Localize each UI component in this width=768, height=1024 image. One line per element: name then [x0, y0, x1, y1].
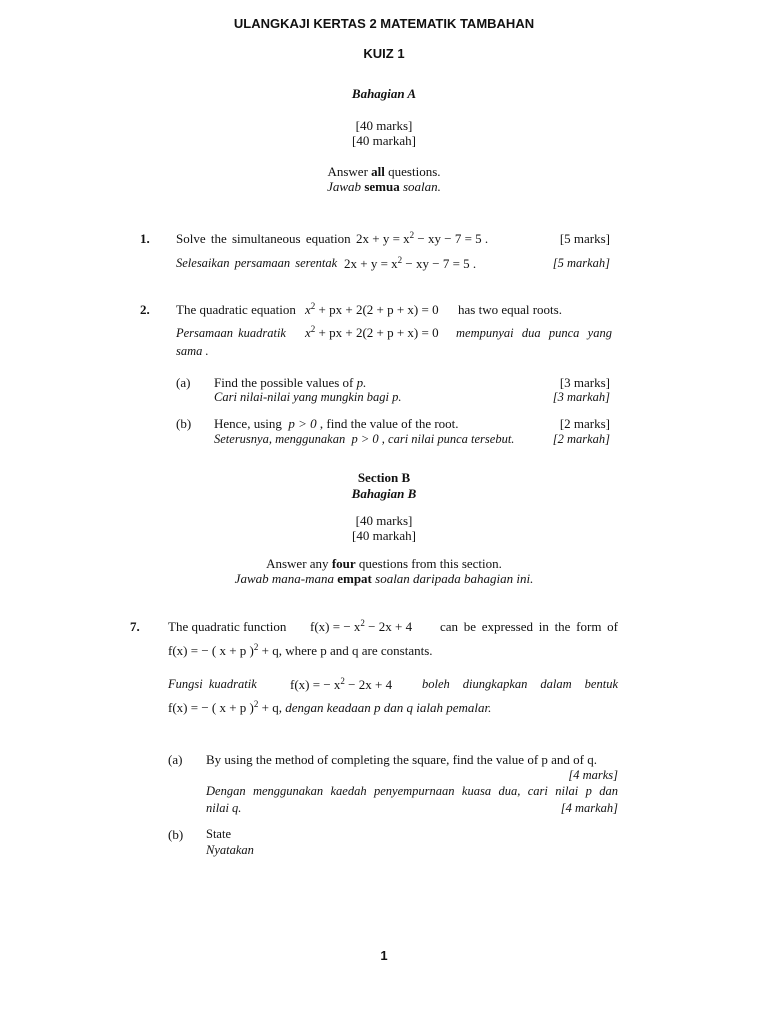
question-2a-marks-en: [3 marks] [559, 375, 610, 390]
question-1-marks-en: [5 marks] [559, 231, 610, 246]
question-1-equation-en: $2x + y = x^2$ − xy − 7 = 5 . [356, 230, 489, 246]
section-b-marks-en: [40 marks] [355, 513, 413, 528]
question-7b-label: (b) [168, 827, 184, 842]
question-2-equation-ms: $x^2$ + px + 2(2 + p + x) = 0 [305, 324, 439, 340]
section-a-instruction-ms: Jawab semua soalan. [327, 179, 441, 194]
section-b-instruction-ms: Jawab mana-mana empat soalan daripada bahagian ini. [234, 571, 534, 586]
question-2b-text-en: Hence, using p > 0 , find the value of the root. [214, 416, 459, 431]
question-2-text-en-post: has two equal roots. [458, 302, 562, 317]
question-2a-text-ms: Cari nilai-nilai yang mungkin bagi p. [214, 390, 402, 404]
question-7a-text-ms-line2: nilai q. [206, 801, 242, 815]
section-a-instruction-en: Answer all questions. [327, 164, 441, 179]
question-7b-text-en: State [206, 827, 231, 841]
question-2a-label: (a) [176, 375, 191, 390]
question-2-equation-en: $x^2$ + px + 2(2 + p + x) = 0 [305, 301, 439, 317]
question-7a-text-en: By using the method of completing the square, find the value of p and of q. [206, 752, 597, 767]
section-b-marks-ms: [40 markah] [352, 528, 416, 543]
question-7-text-ms: Fungsi kuadratik [168, 677, 257, 691]
question-2-text-ms-line2: sama . [176, 344, 209, 358]
question-2-text-ms: Persamaan kuadratik [176, 326, 286, 340]
question-2b-marks-ms: [2 markah] [552, 432, 610, 446]
question-7a-label: (a) [168, 752, 183, 767]
question-number: 7. [130, 619, 140, 634]
section-b-name: Bahagian B [351, 486, 417, 501]
document-title: ULANGKAJI KERTAS 2 MATEMATIK TAMBAHAN [233, 16, 535, 31]
question-1-text-en: Solve the simultaneous equation [176, 231, 351, 246]
question-7-function-ms: f(x) = − $x^2 - 2x + 4$ [290, 676, 393, 692]
question-2-text-en: The quadratic equation [176, 302, 296, 317]
question-1-marks-ms: [5 markah] [552, 256, 610, 270]
question-2a-marks-ms: [3 markah] [552, 390, 610, 404]
question-7-text-en: The quadratic function [168, 619, 287, 634]
question-7b-text-ms: Nyatakan [206, 843, 254, 857]
section-b-title: Section B [357, 470, 411, 485]
question-2b-label: (b) [176, 416, 192, 431]
question-number: 2. [140, 302, 150, 317]
question-1-text-ms: Selesaikan persamaan serentak [176, 256, 338, 270]
document-subtitle: KUIZ 1 [363, 46, 405, 61]
page-number: 1 [380, 948, 388, 963]
question-number: 1. [140, 231, 150, 246]
section-a-marks-ms: [40 markah] [352, 133, 416, 148]
section-b-instruction-en: Answer any four questions from this section. [266, 556, 502, 571]
question-7a-marks-ms: [4 markah] [560, 801, 618, 815]
section-a-marks-en: [40 marks] [355, 118, 413, 133]
question-2b-text-ms: Seterusnya, menggunakan p > 0 , cari nilai punca tersebut. [214, 432, 515, 446]
question-7a-marks-en: [4 marks] [568, 768, 618, 782]
question-7-text-en-post: can be expressed in the form of [440, 619, 618, 634]
question-7-function-en: f(x) = − $x^2 - 2x + 4$ [310, 618, 413, 634]
question-7a-text-ms: Dengan menggunakan kaedah penyempurnaan kuasa dua, cari nilai p dan [206, 784, 618, 798]
section-a-name: Bahagian A [351, 86, 417, 101]
question-7-text-ms-post: boleh diungkapkan dalam bentuk [422, 677, 618, 691]
question-2a-text-en: Find the possible values of p. [214, 375, 367, 390]
question-7-form-ms: f(x) = − ( x + p )$^2$ + q, dengan keadaan p dan q ialah pemalar. [168, 699, 492, 715]
question-2-text-ms-post: mempunyai dua punca yang [456, 326, 612, 340]
question-7-form-en: f(x) = − ( x + p )$^2$ + q, where p and q are constants. [168, 642, 433, 658]
question-2b-marks-en: [2 marks] [559, 416, 610, 431]
question-1-equation-ms: $2x + y = x^2$ − xy − 7 = 5 . [344, 255, 477, 271]
